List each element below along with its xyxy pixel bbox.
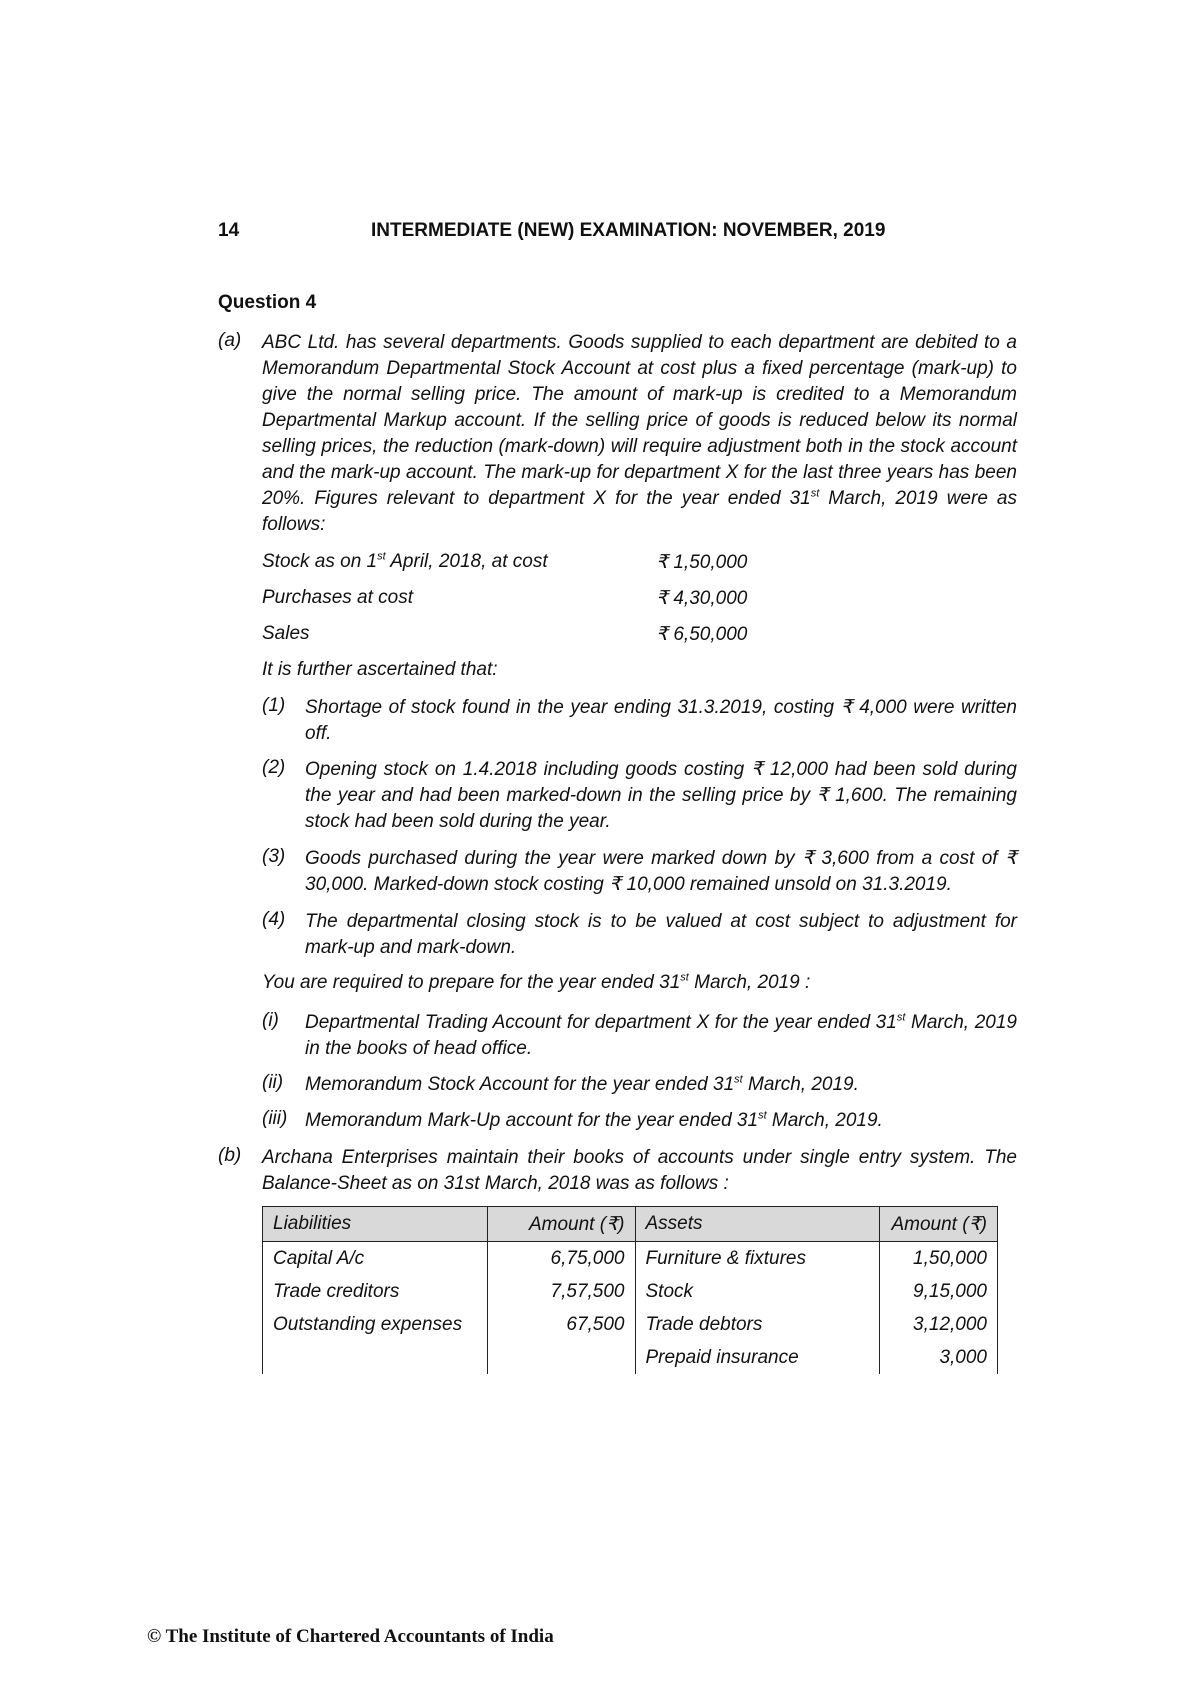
asset-amount-cell: 3,000 xyxy=(880,1341,998,1374)
column-header-assets-amount: Amount (₹) xyxy=(880,1207,998,1242)
liability-cell: Trade creditors xyxy=(263,1275,488,1308)
table-row xyxy=(263,1242,998,1276)
liability-amount-cell: 67,500 xyxy=(487,1308,635,1341)
asset-amount-cell: 1,50,000 xyxy=(880,1242,998,1276)
figure-value-sales: ₹ 6,50,000 xyxy=(656,624,748,645)
condition-text: Goods purchased during the year were marked down by ₹ 3,600 from a cost of ₹ 30,000. Marked-down stock costing ₹ 10,000 remained unsold on 31.3.2019. xyxy=(305,848,1017,895)
question-title: Question 4 xyxy=(218,292,317,313)
table-row xyxy=(263,1341,998,1374)
condition-text: The departmental closing stock is to be valued at cost subject to adjustment for mark-up and mark-down. xyxy=(305,911,1017,958)
asset-cell: Trade debtors xyxy=(635,1308,880,1341)
figure-label-sales: Sales xyxy=(262,623,310,644)
requirement-number: (iii) xyxy=(262,1108,288,1129)
part-a-label: (a) xyxy=(218,330,242,351)
figure-label-purchases: Purchases at cost xyxy=(262,587,414,608)
table-header-row xyxy=(263,1207,998,1242)
requirement-number: (ii) xyxy=(262,1072,284,1093)
liability-amount-cell: 7,57,500 xyxy=(487,1275,635,1308)
condition-text: Opening stock on 1.4.2018 including goods costing ₹ 12,000 had been sold during the year and had been marked-down in the selling price by ₹ 1,600. The remaining stock had been sold during the year. xyxy=(305,759,1017,832)
column-header-liabilities-amount: Amount (₹) xyxy=(487,1207,635,1242)
condition-number: (4) xyxy=(262,909,286,930)
asset-cell: Furniture & fixtures xyxy=(635,1242,880,1276)
requirement-text: Memorandum Stock Account for the year ended 31st March, 2019. xyxy=(305,1073,859,1095)
asset-cell: Prepaid insurance xyxy=(635,1341,880,1374)
requirement-number: (i) xyxy=(262,1010,279,1031)
liability-amount-cell xyxy=(487,1341,635,1374)
liability-cell: Outstanding expenses xyxy=(263,1308,488,1341)
condition-number: (1) xyxy=(262,695,286,716)
asset-amount-cell: 3,12,000 xyxy=(880,1308,998,1341)
figure-value-opening-stock: ₹ 1,50,000 xyxy=(656,552,748,573)
page-number: 14 xyxy=(218,220,240,241)
table-row xyxy=(263,1308,998,1341)
asset-cell: Stock xyxy=(635,1275,880,1308)
liability-cell: Capital A/c xyxy=(263,1242,488,1276)
condition-number: (2) xyxy=(262,757,286,778)
condition-text: Shortage of stock found in the year ending 31.3.2019, costing ₹ 4,000 were written off. xyxy=(305,697,1017,744)
required-text: You are required to prepare for the year ended 31st March, 2019 : xyxy=(262,971,811,993)
asset-amount-cell: 9,15,000 xyxy=(880,1275,998,1308)
column-header-assets: Assets xyxy=(635,1207,880,1242)
further-ascertained-text: It is further ascertained that: xyxy=(262,659,498,680)
condition-number: (3) xyxy=(262,846,286,867)
footer-copyright: © The Institute of Chartered Accountants of India xyxy=(147,1626,554,1647)
part-a-intro: ABC Ltd. has several departments. Goods supplied to each department are debited to a Memorandum Departmental Stock Account at cost plus a fixed percentage (mark-up) to give the normal selling price. The amount of mark-up is credited to a Memorandum Departmental Markup account. If the selling price of goods is reduced below its normal selling prices, the reduction (mark-down) will require adjustment both in the stock account and the mark-up account. The mark-up for department X for the last three years has been 20%. Figures relevant to department X for the year ended 31st March, 2019 were as follows: xyxy=(262,332,1017,535)
requirement-text: Memorandum Mark-Up account for the year ended 31st March, 2019. xyxy=(305,1109,883,1131)
liability-cell xyxy=(263,1341,488,1374)
figure-value-purchases: ₹ 4,30,000 xyxy=(656,588,748,609)
balance-sheet-table xyxy=(262,1206,998,1374)
exam-title: INTERMEDIATE (NEW) EXAMINATION: NOVEMBER, 2019 xyxy=(371,220,886,241)
requirement-text: Departmental Trading Account for department X for the year ended 31st March, 2019 in the books of head office. xyxy=(305,1011,1017,1059)
part-b-intro: Archana Enterprises maintain their books of accounts under single entry system. The Balance-Sheet as on 31st March, 2018 was as follows : xyxy=(262,1147,1017,1194)
liability-amount-cell: 6,75,000 xyxy=(487,1242,635,1276)
figure-label-opening-stock: Stock as on 1st April, 2018, at cost xyxy=(262,550,548,572)
table-row xyxy=(263,1275,998,1308)
part-b-label: (b) xyxy=(218,1145,242,1166)
column-header-liabilities: Liabilities xyxy=(263,1207,488,1242)
